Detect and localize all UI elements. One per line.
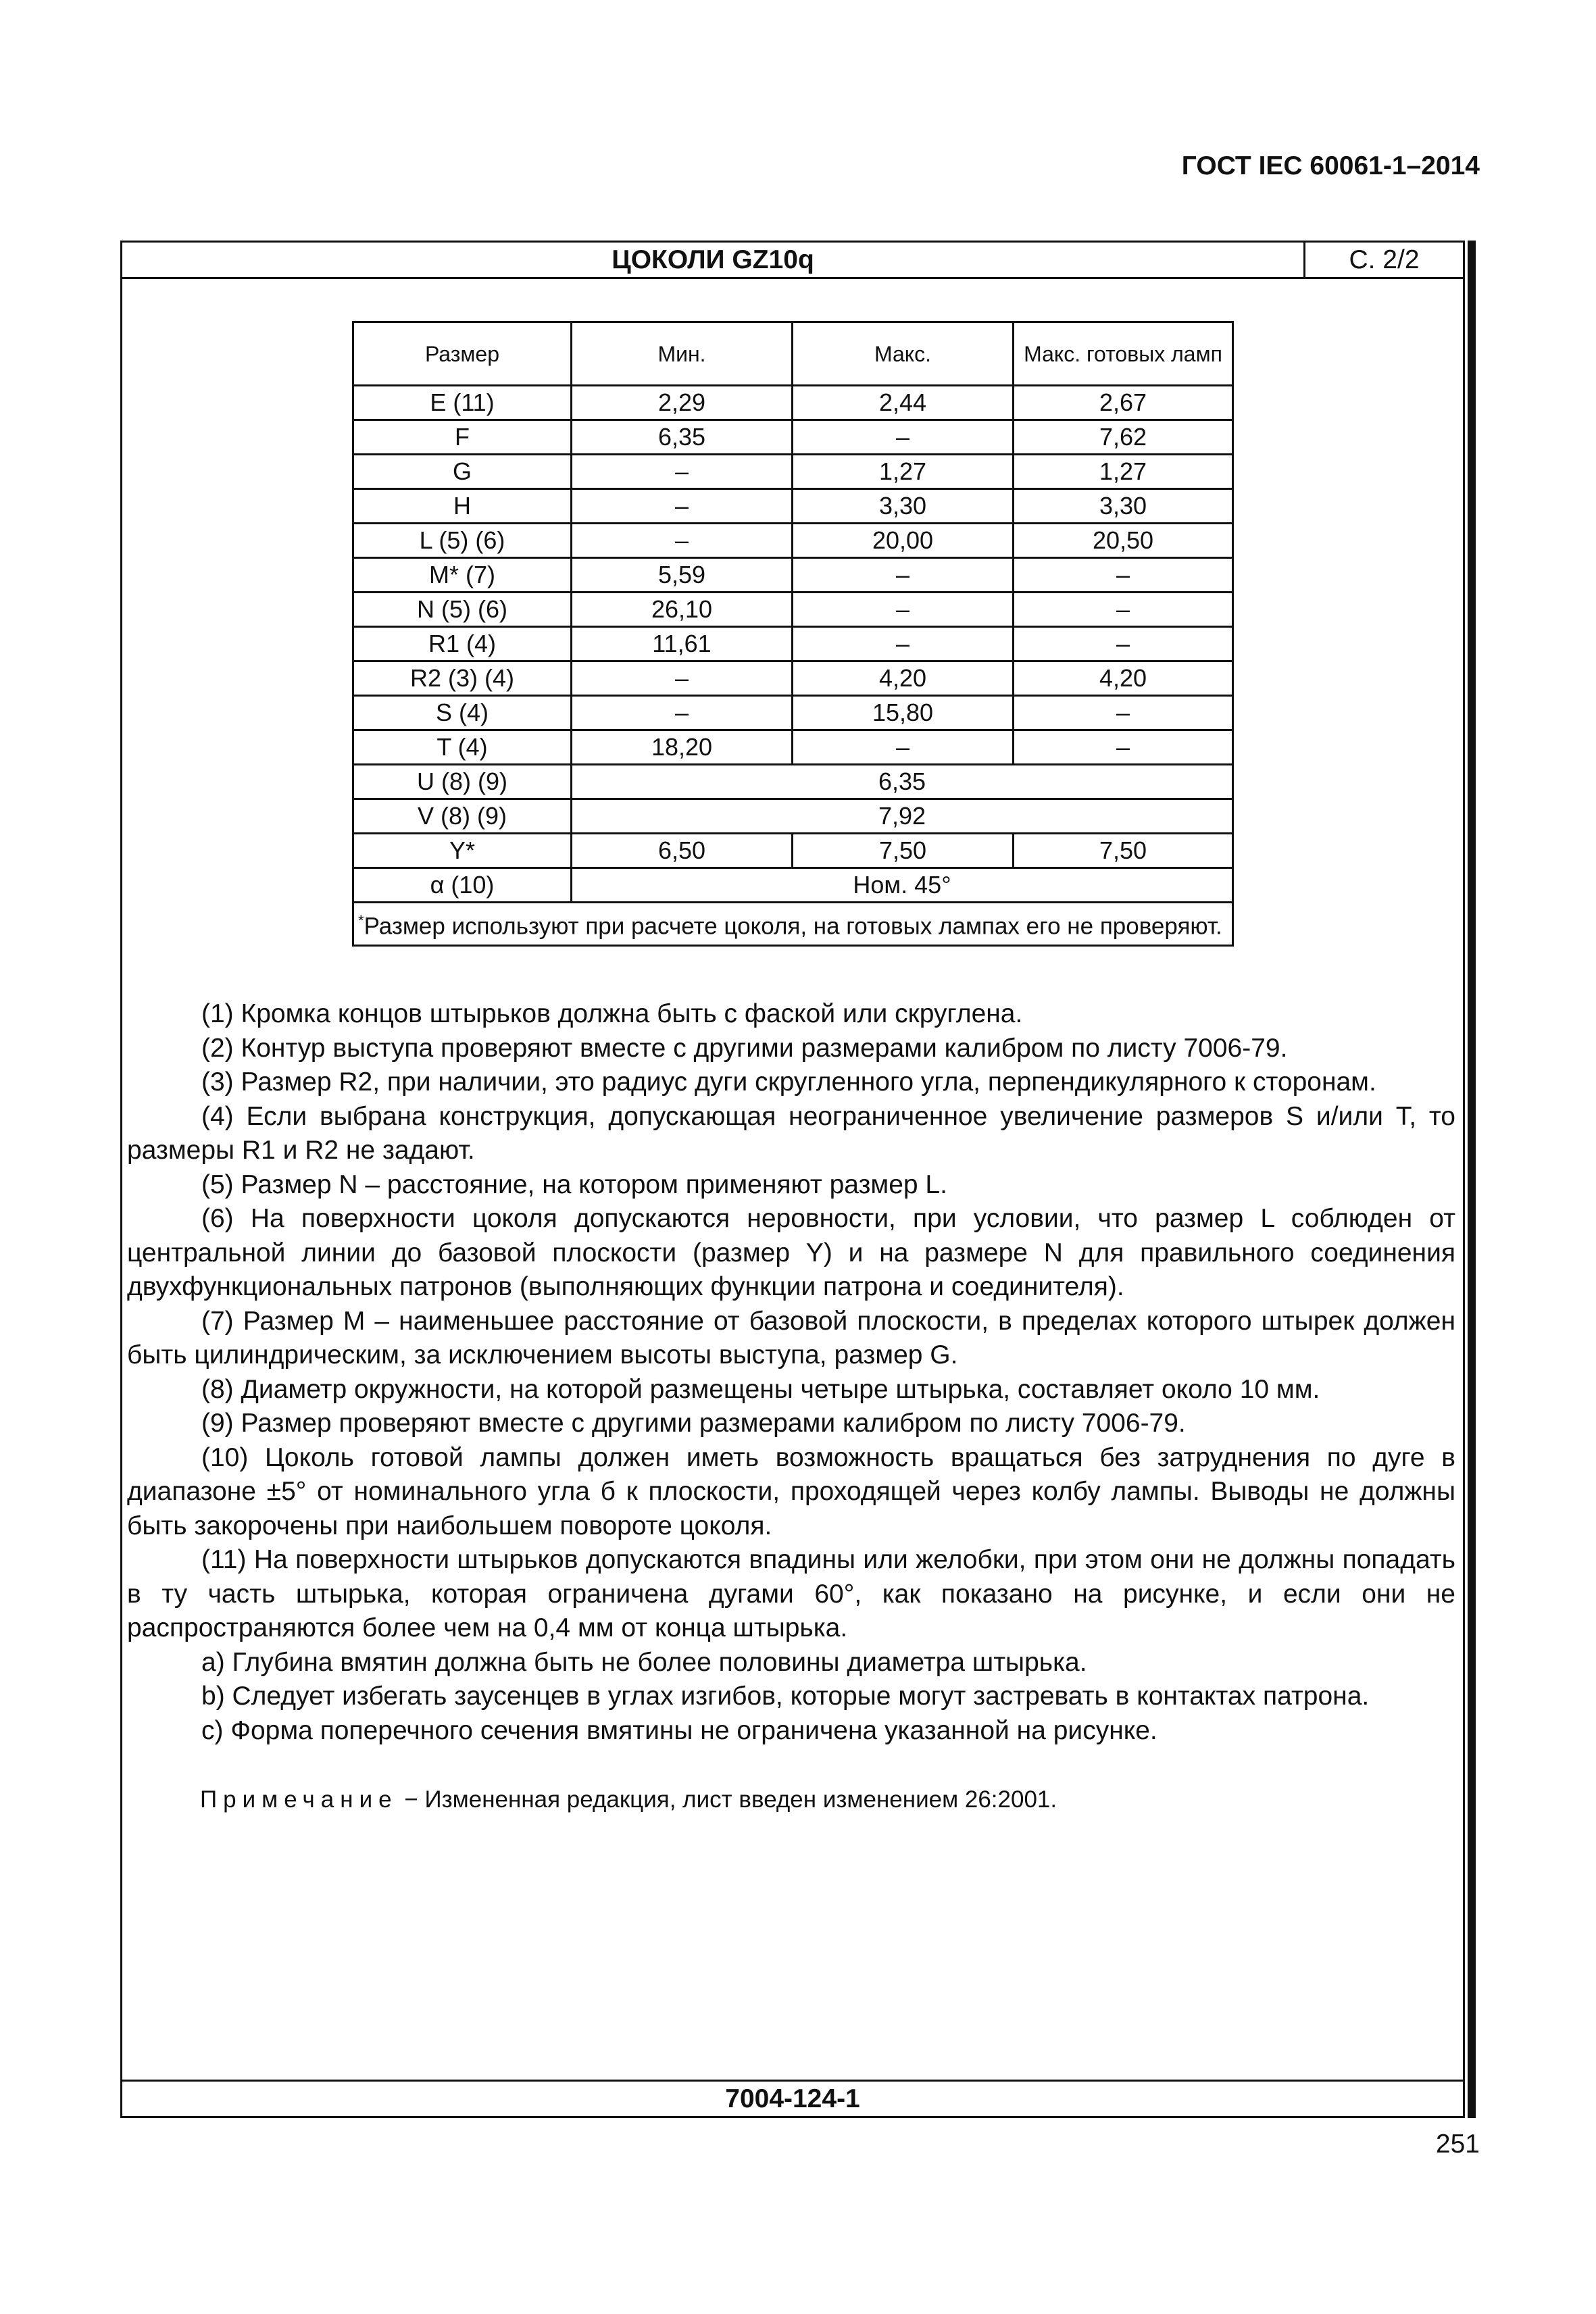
table-row bbox=[353, 420, 1233, 455]
table-row bbox=[353, 765, 1233, 799]
note-paragraph: (9) Размер проверяют вместе с другими размерами калибром по листу 7006-79. bbox=[201, 1409, 1186, 1438]
remark-text: − Измененная редакция, лист введен изменением 26:2001. bbox=[397, 1786, 1057, 1813]
cell-min: 26,10 bbox=[572, 593, 793, 627]
column-header: Размер bbox=[353, 322, 572, 386]
table-row bbox=[353, 834, 1233, 868]
cell-size: L (5) (6) bbox=[353, 524, 572, 558]
note-paragraph: c) Форма поперечного сечения вмятины не ограничена указанной на рисунке. bbox=[201, 1715, 1157, 1745]
frame-edge bbox=[1468, 241, 1476, 2118]
cell-min: – bbox=[572, 661, 793, 696]
table-row bbox=[353, 868, 1233, 903]
cell-min: – bbox=[572, 524, 793, 558]
cell-size: H bbox=[353, 489, 572, 524]
cell-max-finished: – bbox=[1014, 627, 1233, 661]
cell-size: T (4) bbox=[353, 730, 572, 765]
note-paragraph: a) Глубина вмятин должна быть не более половины диаметра штырька. bbox=[201, 1647, 1087, 1677]
footnote-mark: * bbox=[358, 912, 364, 929]
note-paragraph: (3) Размер R2, при наличии, это радиус дуги скругленного угла, перпендикулярного к сторонам. bbox=[201, 1067, 1376, 1097]
note-paragraph: b) Следует избегать заусенцев в углах изгибов, которые могут застревать в контактах патрона. bbox=[201, 1682, 1370, 1711]
note-paragraph: (1) Кромка концов штырьков должна быть с фаской или скруглена. bbox=[201, 999, 1023, 1028]
cell-max: 2,44 bbox=[793, 386, 1014, 420]
cell-max: – bbox=[793, 593, 1014, 627]
cell-min: 11,61 bbox=[572, 627, 793, 661]
table-footnote bbox=[353, 903, 1233, 946]
cell-max: – bbox=[793, 730, 1014, 765]
cell-merged-value: 7,92 bbox=[572, 799, 1233, 834]
cell-max-finished: 2,67 bbox=[1014, 386, 1233, 420]
remark-label: Примечание bbox=[200, 1786, 398, 1813]
cell-min: 5,59 bbox=[572, 558, 793, 593]
table-row bbox=[353, 627, 1233, 661]
cell-size: R1 (4) bbox=[353, 627, 572, 661]
cell-max-finished: 4,20 bbox=[1014, 661, 1233, 696]
cell-max: – bbox=[793, 627, 1014, 661]
cell-size: G bbox=[353, 455, 572, 489]
table-row bbox=[353, 386, 1233, 420]
cell-max: 4,20 bbox=[793, 661, 1014, 696]
cell-max-finished: 7,50 bbox=[1014, 834, 1233, 868]
page-number: 251 bbox=[1435, 2130, 1480, 2159]
column-header: Макс. готовых ламп bbox=[1014, 322, 1233, 386]
table-row bbox=[353, 455, 1233, 489]
column-header: Мин. bbox=[572, 322, 793, 386]
table-row bbox=[353, 524, 1233, 558]
cell-max-finished: 7,62 bbox=[1014, 420, 1233, 455]
table-header-row bbox=[353, 322, 1233, 386]
note-paragraph: (4) Если выбрана конструкция, допускающая неограниченное увеличение размеров S и/или T, то размеры R1 и R2 не задают. bbox=[127, 1101, 1455, 1165]
cell-size: S (4) bbox=[353, 696, 572, 730]
cell-size: α (10) bbox=[353, 868, 572, 903]
cell-max-finished: – bbox=[1014, 593, 1233, 627]
cell-max: – bbox=[793, 558, 1014, 593]
note-paragraph: (11) На поверхности штырьков допускаются впадины или желобки, при этом они не должны попадать в ту часть штырька, которая ограничена дугами 60°, как показано на рисунке, и если они не распространяются более чем на 0,4 мм от конца штырька. bbox=[127, 1545, 1455, 1642]
dimensions-table bbox=[352, 321, 1234, 947]
note-paragraph: (7) Размер M – наименьшее расстояние от базовой плоскости, в пределах которого штырек должен быть цилиндрическим, за исключением высоты выступа, размер G. bbox=[127, 1306, 1455, 1369]
cell-max: 1,27 bbox=[793, 455, 1014, 489]
cell-max: 7,50 bbox=[793, 834, 1014, 868]
cell-size: V (8) (9) bbox=[353, 799, 572, 834]
column-header: Макс. bbox=[793, 322, 1014, 386]
cell-min: – bbox=[572, 489, 793, 524]
table-row bbox=[353, 661, 1233, 696]
cell-min: 6,35 bbox=[572, 420, 793, 455]
table-row bbox=[353, 593, 1233, 627]
cell-merged-value: Ном. 45° bbox=[572, 868, 1233, 903]
footnote-text: Размер используют при расчете цоколя, на готовых лампах его не проверяют. bbox=[364, 913, 1222, 940]
cell-size: M* (7) bbox=[353, 558, 572, 593]
cell-max-finished: 3,30 bbox=[1014, 489, 1233, 524]
cell-max: 15,80 bbox=[793, 696, 1014, 730]
document-header: ГОСТ IEC 60061-1–2014 bbox=[1181, 151, 1480, 180]
cell-size: F bbox=[353, 420, 572, 455]
cell-min: – bbox=[572, 455, 793, 489]
cell-max: – bbox=[793, 420, 1014, 455]
cell-max-finished: – bbox=[1014, 696, 1233, 730]
notes-section bbox=[127, 997, 1455, 1748]
cell-min: 2,29 bbox=[572, 386, 793, 420]
cell-min: 18,20 bbox=[572, 730, 793, 765]
cell-max: 20,00 bbox=[793, 524, 1014, 558]
note-paragraph: (10) Цоколь готовой лампы должен иметь возможность вращаться без затруднения по дуге в диапазоне ±5° от номинального угла б к плоскости, проходящей через колбу лампы. Выводы не должны быть закорочены при наибольшем повороте цоколя. bbox=[127, 1442, 1455, 1540]
cell-max-finished: – bbox=[1014, 558, 1233, 593]
note-paragraph: (6) На поверхности цоколя допускаются неровности, при условии, что размер L соблюден от центральной линии до базовой плоскости (размер Y) и на размере N для правильного соединения двухфункциональных патронов (выполняющих функции патрона и соединителя). bbox=[127, 1204, 1455, 1301]
table-row bbox=[353, 489, 1233, 524]
note-paragraph: (2) Контур выступа проверяют вместе с другими размерами калибром по листу 7006-79. bbox=[201, 1033, 1288, 1063]
table-row bbox=[353, 696, 1233, 730]
note-paragraph: (5) Размер N – расстояние, на котором применяют размер L. bbox=[201, 1169, 947, 1199]
cell-size: Y* bbox=[353, 834, 572, 868]
table-row bbox=[353, 799, 1233, 834]
cell-size: N (5) (6) bbox=[353, 593, 572, 627]
cell-max-finished: 20,50 bbox=[1014, 524, 1233, 558]
table-row bbox=[353, 558, 1233, 593]
sheet-title: ЦОКОЛИ GZ10q bbox=[612, 245, 814, 274]
table-footnote-row bbox=[353, 903, 1233, 946]
cell-max: 3,30 bbox=[793, 489, 1014, 524]
table-row bbox=[353, 730, 1233, 765]
remark bbox=[200, 1786, 1057, 1813]
cell-max-finished: 1,27 bbox=[1014, 455, 1233, 489]
cell-size: U (8) (9) bbox=[353, 765, 572, 799]
cell-size: R2 (3) (4) bbox=[353, 661, 572, 696]
sheet-number: С. 2/2 bbox=[1303, 243, 1463, 277]
cell-min: 6,50 bbox=[572, 834, 793, 868]
title-row bbox=[122, 243, 1463, 279]
cell-merged-value: 6,35 bbox=[572, 765, 1233, 799]
cell-min: – bbox=[572, 696, 793, 730]
sheet-code: 7004-124-1 bbox=[122, 2080, 1463, 2116]
cell-max-finished: – bbox=[1014, 730, 1233, 765]
note-paragraph: (8) Диаметр окружности, на которой размещены четыре штырька, составляет около 10 мм. bbox=[201, 1374, 1320, 1404]
cell-size: E (11) bbox=[353, 386, 572, 420]
